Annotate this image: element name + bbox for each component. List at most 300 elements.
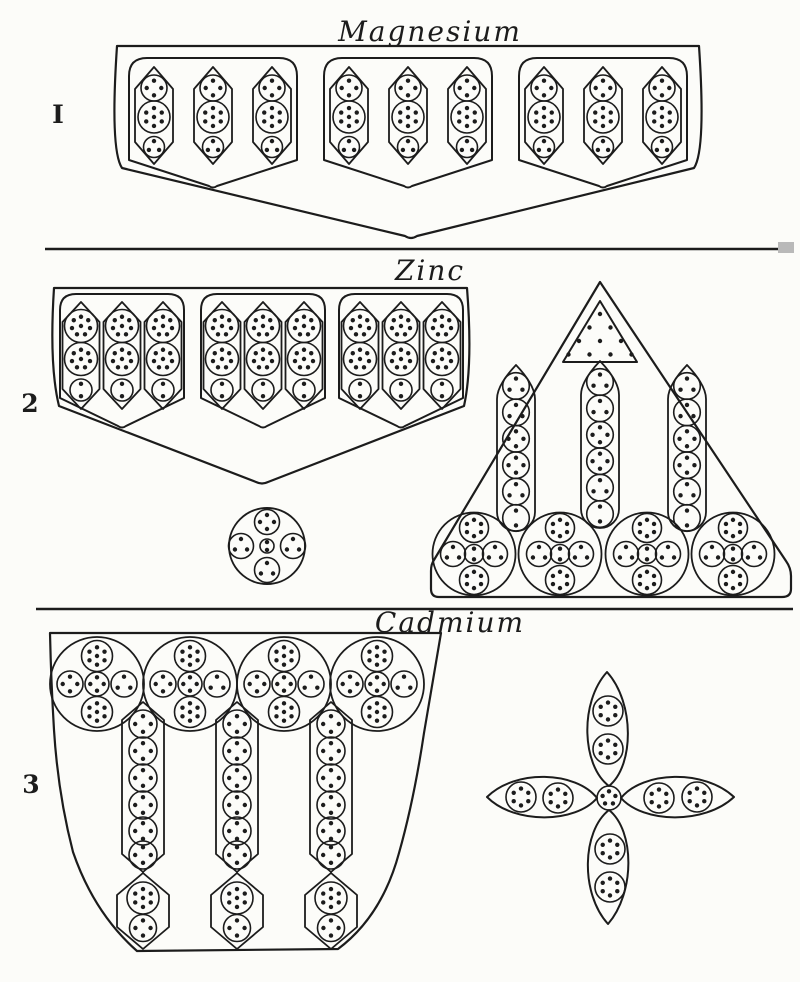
electron-dot xyxy=(479,530,483,534)
electron-dot xyxy=(113,351,117,355)
electron-dot xyxy=(168,351,172,355)
electron-dot xyxy=(342,148,346,152)
electron-dot xyxy=(116,332,120,336)
electron-dot xyxy=(506,463,510,467)
electron-dot xyxy=(141,811,145,815)
electron-dot xyxy=(208,685,212,689)
electron-dot xyxy=(558,570,562,574)
electron-dot xyxy=(213,318,217,322)
electron-dot xyxy=(216,148,220,152)
electron-dot xyxy=(227,926,231,930)
electron-dot xyxy=(601,843,605,847)
electron-dot xyxy=(83,365,87,369)
electron-dot xyxy=(615,851,619,855)
electron-dot xyxy=(311,326,315,330)
electron-dot xyxy=(329,768,333,772)
electron-dot xyxy=(275,148,279,152)
electron-dot xyxy=(261,324,265,328)
electron-dot xyxy=(436,365,440,369)
electron-dot xyxy=(645,557,649,561)
electron-dot xyxy=(211,79,215,83)
electron-dot xyxy=(392,351,396,355)
electron-dot xyxy=(598,504,602,508)
electron-dot xyxy=(133,853,137,857)
electron-dot xyxy=(278,119,282,123)
electron-dot xyxy=(440,315,444,319)
electron-dot xyxy=(604,384,608,388)
electron-dot xyxy=(645,534,649,538)
electron-dot xyxy=(601,93,605,97)
electron-dot xyxy=(120,315,124,319)
electron-dot xyxy=(598,425,602,429)
electron-dot xyxy=(355,119,359,123)
electron-dot xyxy=(601,124,605,128)
diagram-shapes xyxy=(50,46,791,951)
electron-dot xyxy=(600,794,604,798)
electron-dot xyxy=(433,318,437,322)
electron-dot xyxy=(61,682,65,686)
electron-dot xyxy=(375,662,379,666)
electron-dot xyxy=(615,881,619,885)
electron-dot xyxy=(133,749,137,753)
electron-dot xyxy=(660,124,664,128)
electron-dot xyxy=(211,139,215,143)
electron-dot xyxy=(216,332,220,336)
electron-dot xyxy=(152,93,156,97)
electron-dot xyxy=(691,414,695,418)
electron-dot xyxy=(542,79,546,83)
electron-dot xyxy=(220,348,224,352)
electron-dot xyxy=(660,106,664,110)
electron-dot xyxy=(507,388,511,392)
electron-dot xyxy=(213,351,217,355)
electron-dot xyxy=(519,803,523,807)
electron-dot xyxy=(608,86,612,90)
electron-dot xyxy=(465,115,469,119)
electron-dot xyxy=(440,357,444,361)
electron-dot xyxy=(358,348,362,352)
electron-dot xyxy=(159,86,163,90)
electron-dot xyxy=(716,555,720,559)
electron-dot xyxy=(565,574,569,578)
electron-dot xyxy=(472,557,476,561)
electron-dot xyxy=(618,555,622,559)
electron-dot xyxy=(630,555,634,559)
electron-dot xyxy=(329,741,333,745)
electron-dot xyxy=(738,522,742,526)
electron-dot xyxy=(243,853,247,857)
electron-dot xyxy=(261,315,265,319)
electron-dot xyxy=(657,787,661,791)
electron-dot xyxy=(444,365,448,369)
electron-dot xyxy=(152,115,156,119)
electron-dot xyxy=(95,662,99,666)
electron-dot xyxy=(563,792,567,796)
electron-dot xyxy=(133,926,137,930)
electron-dot xyxy=(406,79,410,83)
electron-dot xyxy=(752,545,756,549)
electron-dot xyxy=(87,658,91,662)
electron-dot xyxy=(265,365,269,369)
electron-dot xyxy=(347,124,351,128)
electron-dot xyxy=(79,382,83,386)
electron-dot xyxy=(154,351,158,355)
electron-dot xyxy=(243,829,247,833)
electron-dot xyxy=(265,513,269,517)
electron-dot xyxy=(95,675,99,679)
electron-dot xyxy=(613,794,617,798)
electron-dot xyxy=(329,861,333,865)
electron-dot xyxy=(70,326,74,330)
electron-dot xyxy=(367,714,371,718)
electron-dot xyxy=(321,803,325,807)
electron-dot xyxy=(113,318,117,322)
electron-dot xyxy=(685,482,689,486)
electron-dot xyxy=(278,110,282,114)
electron-dot xyxy=(302,324,306,328)
electron-dot xyxy=(526,791,530,795)
electron-dot xyxy=(399,357,403,361)
electron-dot xyxy=(678,414,682,418)
electron-dot xyxy=(609,119,613,123)
electron-dot xyxy=(660,139,664,143)
electron-dot xyxy=(652,110,656,114)
electron-dot xyxy=(203,119,207,123)
electron-dot xyxy=(375,710,379,714)
electron-dot xyxy=(116,365,120,369)
electron-dot xyxy=(598,440,602,444)
electron-dot xyxy=(141,741,145,745)
electron-dot xyxy=(282,645,286,649)
electron-dot xyxy=(390,359,394,363)
electron-dot xyxy=(341,682,345,686)
electron-dot xyxy=(537,148,541,152)
electron-dot xyxy=(664,800,668,804)
electron-dot xyxy=(170,326,174,330)
electron-dot xyxy=(431,359,435,363)
electron-dot xyxy=(685,376,689,380)
electron-dot xyxy=(195,705,199,709)
electron-dot xyxy=(587,325,591,329)
electron-dot xyxy=(120,357,124,361)
electron-dot xyxy=(274,705,278,709)
electron-dot xyxy=(731,534,735,538)
electron-dot xyxy=(665,148,669,152)
electron-dot xyxy=(111,359,115,363)
electron-dot xyxy=(479,574,483,578)
electron-dot xyxy=(549,792,553,796)
electron-dot xyxy=(141,757,145,761)
electron-dot xyxy=(79,315,83,319)
electron-dot xyxy=(329,757,333,761)
electron-dot xyxy=(227,853,231,857)
electron-dot xyxy=(556,787,560,791)
electron-dot xyxy=(235,730,239,734)
electron-dot xyxy=(270,124,274,128)
electron-dot xyxy=(465,124,469,128)
electron-dot xyxy=(710,545,714,549)
electron-dot xyxy=(375,645,379,649)
electron-dot xyxy=(731,546,735,550)
electron-dot xyxy=(731,586,735,590)
electron-dot xyxy=(520,493,524,497)
electron-dot xyxy=(243,891,247,895)
electron-dot xyxy=(601,79,605,83)
electron-dot xyxy=(188,710,192,714)
electron-dot xyxy=(254,318,258,322)
electron-dot xyxy=(227,776,231,780)
electron-dot xyxy=(102,658,106,662)
zinc-base-cluster-outline xyxy=(692,513,775,596)
electron-dot xyxy=(233,547,237,551)
electron-dot xyxy=(188,662,192,666)
electron-dot xyxy=(215,675,219,679)
electron-dot xyxy=(68,675,72,679)
electron-dot xyxy=(282,710,286,714)
electron-dot xyxy=(340,86,344,90)
electron-dot xyxy=(565,530,569,534)
electron-dot xyxy=(87,705,91,709)
electron-dot xyxy=(216,365,220,369)
electron-dot xyxy=(685,403,689,407)
electron-dot xyxy=(206,148,210,152)
electron-dot xyxy=(638,522,642,526)
electron-dot xyxy=(408,326,412,330)
electron-dot xyxy=(514,444,518,448)
electron-dot xyxy=(645,586,649,590)
electron-dot xyxy=(431,326,435,330)
electron-dot xyxy=(152,139,156,143)
electron-dot xyxy=(329,795,333,799)
electron-dot xyxy=(354,365,358,369)
electron-dot xyxy=(133,803,137,807)
electron-dot xyxy=(149,900,153,904)
electron-dot xyxy=(149,853,153,857)
electron-dot xyxy=(270,106,274,110)
electron-dot xyxy=(685,508,689,512)
electron-dot xyxy=(262,119,266,123)
electron-dot xyxy=(165,365,169,369)
electron-dot xyxy=(329,811,333,815)
electron-dot xyxy=(514,482,518,486)
electron-dot xyxy=(507,414,511,418)
electron-dot xyxy=(645,570,649,574)
electron-dot xyxy=(479,582,483,586)
electron-dot xyxy=(512,791,516,795)
electron-dot xyxy=(204,86,208,90)
electron-dot xyxy=(465,522,469,526)
zinc-shield-outline xyxy=(52,288,469,484)
electron-dot xyxy=(382,705,386,709)
electron-dot xyxy=(243,749,247,753)
electron-dot xyxy=(95,645,99,649)
electron-dot xyxy=(375,718,379,722)
electron-dot xyxy=(355,682,359,686)
electron-dot xyxy=(265,561,269,565)
electron-dot xyxy=(587,352,591,356)
electron-dot xyxy=(408,359,412,363)
electron-dot xyxy=(120,382,124,386)
row-number-2: 2 xyxy=(21,389,39,418)
electron-dot xyxy=(351,318,355,322)
electron-dot xyxy=(141,784,145,788)
electron-dot xyxy=(451,545,455,549)
electron-dot xyxy=(102,714,106,718)
electron-dot xyxy=(411,148,415,152)
electron-dot xyxy=(601,106,605,110)
electron-dot xyxy=(261,357,265,361)
electron-dot xyxy=(408,685,412,689)
electron-dot xyxy=(565,582,569,586)
electron-dot xyxy=(141,887,145,891)
electron-dot xyxy=(685,456,689,460)
electron-dot xyxy=(302,357,306,361)
electron-dot xyxy=(291,537,295,541)
electron-dot xyxy=(493,545,497,549)
electron-dot xyxy=(188,701,192,705)
electron-dot xyxy=(440,324,444,328)
electron-dot xyxy=(282,689,286,693)
electron-dot xyxy=(321,776,325,780)
electron-dot xyxy=(148,926,152,930)
electron-dot xyxy=(133,776,137,780)
electron-dot xyxy=(399,348,403,352)
electron-dot xyxy=(433,351,437,355)
electron-dot xyxy=(399,315,403,319)
electron-dot xyxy=(129,326,133,330)
electron-dot xyxy=(479,522,483,526)
electron-dot xyxy=(221,685,225,689)
electron-dot xyxy=(160,110,164,114)
electron-dot xyxy=(414,119,418,123)
electron-dot xyxy=(152,326,156,330)
electron-dot xyxy=(465,139,469,143)
electron-dot xyxy=(293,326,297,330)
electron-dot xyxy=(152,124,156,128)
electron-dot xyxy=(547,148,551,152)
electron-dot xyxy=(329,730,333,734)
electron-dot xyxy=(531,555,535,559)
electron-dot xyxy=(565,522,569,526)
row-number-3: 3 xyxy=(22,770,40,799)
electron-dot xyxy=(133,891,137,895)
electron-dot xyxy=(309,675,313,679)
electron-dot xyxy=(272,520,276,524)
electron-dot xyxy=(499,555,503,559)
electron-dot xyxy=(270,326,274,330)
electron-dot xyxy=(652,582,656,586)
electron-dot xyxy=(220,324,224,328)
electron-dot xyxy=(724,522,728,526)
electron-dot xyxy=(227,722,231,726)
electron-dot xyxy=(285,547,289,551)
electron-dot xyxy=(242,926,246,930)
electron-dot xyxy=(243,900,247,904)
electron-dot xyxy=(558,586,562,590)
electron-dot xyxy=(329,887,333,891)
electron-dot xyxy=(606,717,610,721)
electron-dot xyxy=(624,545,628,549)
electron-dot xyxy=(465,93,469,97)
electron-dot xyxy=(436,332,440,336)
electron-dot xyxy=(542,93,546,97)
electron-dot xyxy=(520,388,524,392)
electron-dot xyxy=(645,546,649,550)
electron-dot xyxy=(440,394,444,398)
electron-dot xyxy=(229,326,233,330)
electron-dot xyxy=(95,710,99,714)
electron-dot xyxy=(598,399,602,403)
electron-dot xyxy=(382,682,386,686)
electron-dot xyxy=(309,318,313,322)
electron-dot xyxy=(337,900,341,904)
electron-dot xyxy=(615,843,619,847)
electron-dot xyxy=(375,654,379,658)
electron-dot xyxy=(543,555,547,559)
electron-dot xyxy=(746,555,750,559)
electron-dot xyxy=(302,382,306,386)
electron-dot xyxy=(406,115,410,119)
electron-dot xyxy=(367,705,371,709)
electron-dot xyxy=(605,459,609,463)
electron-dot xyxy=(302,394,306,398)
electron-dot xyxy=(141,845,145,849)
electron-dot xyxy=(329,896,333,900)
electron-dot xyxy=(358,324,362,328)
electron-dot xyxy=(154,318,158,322)
electron-dot xyxy=(678,493,682,497)
electron-dot xyxy=(514,429,518,433)
electron-dot xyxy=(691,388,695,392)
electron-dot xyxy=(227,749,231,753)
electron-dot xyxy=(297,547,301,551)
electron-dot xyxy=(120,324,124,328)
electron-dot xyxy=(219,110,223,114)
electron-dot xyxy=(650,800,654,804)
electron-dot xyxy=(526,799,530,803)
electron-dot xyxy=(321,891,325,895)
electron-dot xyxy=(102,705,106,709)
electron-dot xyxy=(211,359,215,363)
electron-dot xyxy=(282,662,286,666)
electron-dot xyxy=(149,722,153,726)
electron-dot xyxy=(613,751,617,755)
electron-dot xyxy=(608,876,612,880)
electron-dot xyxy=(685,444,689,448)
electron-dot xyxy=(211,326,215,330)
electron-dot xyxy=(577,339,581,343)
electron-dot xyxy=(440,348,444,352)
electron-dot xyxy=(79,324,83,328)
electron-dot xyxy=(354,332,358,336)
electron-dot xyxy=(603,801,607,805)
electron-dot xyxy=(362,332,366,336)
electron-dot xyxy=(220,315,224,319)
electron-dot xyxy=(265,332,269,336)
electron-dot xyxy=(457,110,461,114)
electron-dot xyxy=(473,119,477,123)
electron-dot xyxy=(594,86,598,90)
electron-dot xyxy=(349,326,353,330)
electron-dot xyxy=(86,351,90,355)
electron-dot xyxy=(598,466,602,470)
electron-dot xyxy=(660,115,664,119)
electron-dot xyxy=(607,789,611,793)
electron-dot xyxy=(348,689,352,693)
electron-dot xyxy=(347,79,351,83)
electron-dot xyxy=(351,351,355,355)
electron-dot xyxy=(149,829,153,833)
